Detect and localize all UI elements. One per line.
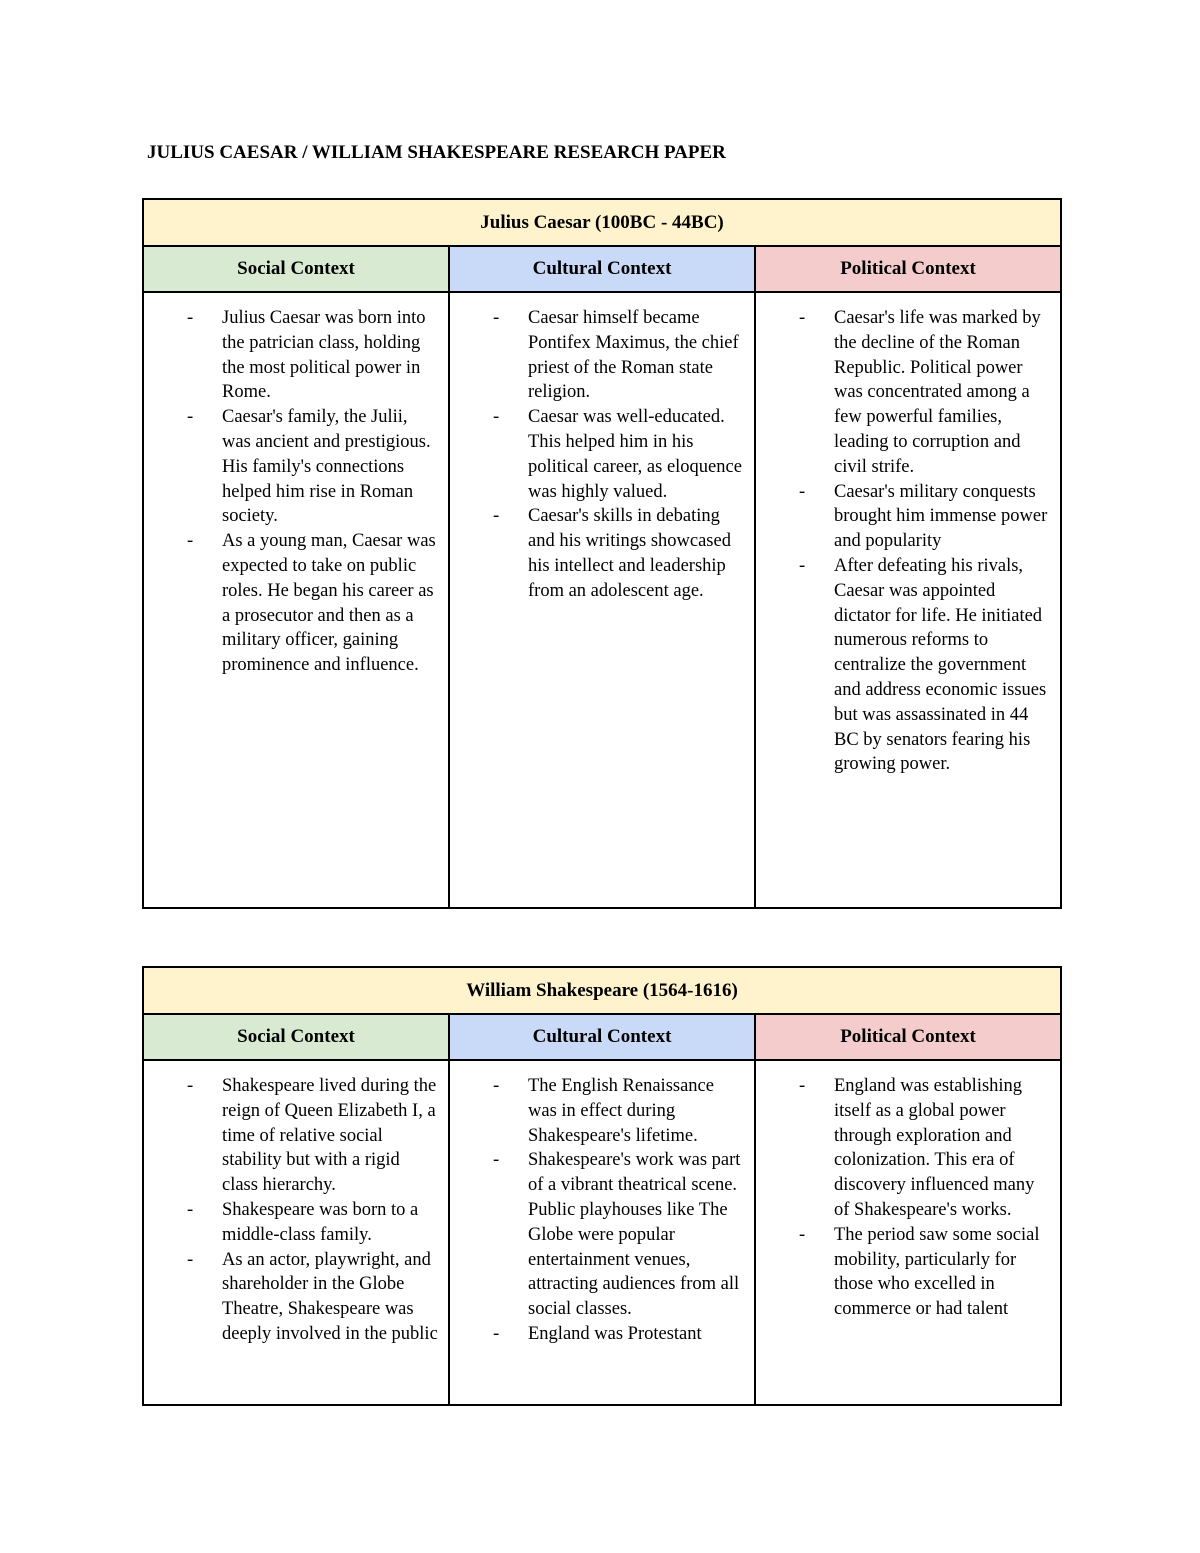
cultural-context-cell	[449, 292, 755, 908]
list-item: - England was Protestant	[450, 1322, 746, 1347]
william-shakespeare-table	[142, 966, 1062, 1406]
cultural-context-header: Cultural Context	[449, 1014, 755, 1060]
list-item: - Caesar himself became Pontifex Maximus, the chief priest of the Roman state religion.	[450, 306, 746, 405]
list-item: - Caesar's military conquests brought him immense power and popularity	[756, 480, 1052, 554]
table-header-row	[143, 246, 1061, 292]
list-item: - The period saw some social mobility, particularly for those who excelled in commerce or had talent	[756, 1223, 1052, 1322]
list-item: - As an actor, playwright, and shareholder in the Globe Theatre, Shakespeare was deeply involved in the public	[144, 1248, 440, 1347]
cultural-context-cell	[449, 1060, 755, 1405]
social-context-cell	[143, 292, 449, 908]
cultural-context-list	[450, 306, 746, 604]
political-context-header: Political Context	[755, 1014, 1061, 1060]
julius-caesar-table	[142, 198, 1062, 909]
list-item: - Shakespeare lived during the reign of Queen Elizabeth I, a time of relative social stability but with a rigid class hierarchy.	[144, 1074, 440, 1198]
list-item: - England was establishing itself as a global power through exploration and colonization. This era of discovery influenced many of Shakespeare's works.	[756, 1074, 1052, 1223]
table-content-row	[143, 1060, 1061, 1405]
list-item: - Caesar's family, the Julii, was ancient and prestigious. His family's connections helped him rise in Roman society.	[144, 405, 440, 529]
social-context-header: Social Context	[143, 246, 449, 292]
list-item: - Caesar's life was marked by the decline of the Roman Republic. Political power was concentrated among a few powerful families, leading to corruption and civil strife.	[756, 306, 1052, 480]
cultural-context-header: Cultural Context	[449, 246, 755, 292]
list-item: - After defeating his rivals, Caesar was appointed dictator for life. He initiated numerous reforms to centralize the government and address economic issues but was assassinated in 44 BC by senators fearing his growing power.	[756, 554, 1052, 777]
list-item: - As a young man, Caesar was expected to take on public roles. He began his career as a prosecutor and then as a military officer, gaining prominence and influence.	[144, 529, 440, 678]
page-title: JULIUS CAESAR / WILLIAM SHAKESPEARE RESEARCH PAPER	[147, 142, 726, 163]
social-context-header: Social Context	[143, 1014, 449, 1060]
social-context-list	[144, 1074, 440, 1347]
political-context-list	[756, 306, 1052, 777]
political-context-header: Political Context	[755, 246, 1061, 292]
list-item: - The English Renaissance was in effect during Shakespeare's lifetime.	[450, 1074, 746, 1148]
table-title-row	[143, 199, 1061, 246]
table-title: Julius Caesar (100BC - 44BC)	[143, 199, 1061, 246]
political-context-cell	[755, 292, 1061, 908]
list-item: - Caesar's skills in debating and his writings showcased his intellect and leadership from an adolescent age.	[450, 504, 746, 603]
list-item: - Caesar was well-educated. This helped him in his political career, as eloquence was highly valued.	[450, 405, 746, 504]
list-item: - Shakespeare was born to a middle-class family.	[144, 1198, 440, 1248]
political-context-cell	[755, 1060, 1061, 1405]
table-header-row	[143, 1014, 1061, 1060]
social-context-list	[144, 306, 440, 678]
list-item: - Julius Caesar was born into the patrician class, holding the most political power in Rome.	[144, 306, 440, 405]
table-title: William Shakespeare (1564-1616)	[143, 967, 1061, 1014]
table-title-row	[143, 967, 1061, 1014]
list-item: - Shakespeare's work was part of a vibrant theatrical scene. Public playhouses like The Globe were popular entertainment venues, attracting audiences from all social classes.	[450, 1148, 746, 1322]
social-context-cell	[143, 1060, 449, 1405]
political-context-list	[756, 1074, 1052, 1322]
cultural-context-list	[450, 1074, 746, 1347]
table-content-row	[143, 292, 1061, 908]
